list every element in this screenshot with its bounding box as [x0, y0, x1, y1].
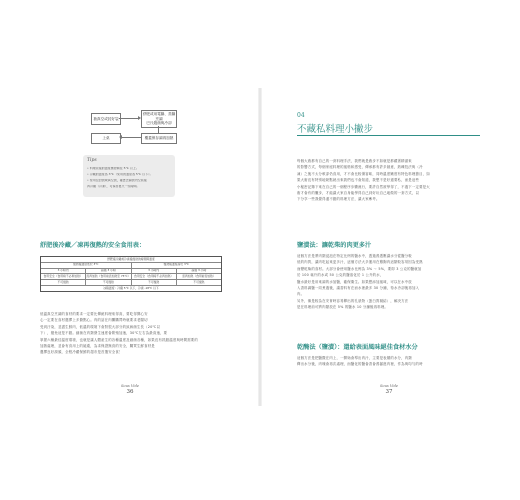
flow-box-label: 上桌: [102, 136, 110, 141]
table-cell: 3 小時內: [132, 269, 177, 274]
text-line: 下），避免這是不錯。細菌在肉類發生速度會繁殖加速，30℃左右為最高速，要: [40, 331, 168, 336]
arrow-right-icon: [138, 116, 141, 120]
table-cell: 3 小時內: [41, 269, 86, 274]
text-line: 肉。: [297, 292, 305, 297]
text-line: 小秘密記錄下來在自己的一個程序步驟流行，要許自然被學得了，不過下一定要是大: [297, 184, 430, 189]
right-intro-paragraph: [297, 158, 480, 203]
page-number: 37: [385, 389, 393, 395]
text-line: 下分享一些我覺得還不錯的料理方法，讓大家參考。: [297, 197, 380, 202]
reheat-safety-table: [40, 256, 222, 292]
table-header: 舒肥後冷藏或冷凍後復熱的時間與溫度: [107, 257, 155, 261]
tips-line: • 使用密封袋或真空袋，確實去除袋內空氣後: [87, 179, 147, 182]
table-cell: 不可復熱: [86, 280, 131, 285]
tips-line: • 冷藏的溫度為 3℃（免用的溫度為 5℃ 以下）。: [87, 173, 153, 176]
table-cell: 不可復熱: [193, 280, 205, 284]
left-body-paragraph: [40, 311, 220, 356]
flow-box-label: 舒肥或用電鍋、蒸鍋烹調: [142, 112, 176, 121]
text-line: 心一定要在食材選擇上多費點心。肉的話在肉攤購買時就要求老闆切: [40, 318, 148, 323]
text-line: 受到汙染，並盡生鮮肉，低溫的環境下會對很大部分的致病菌生長（20℃以: [40, 324, 161, 329]
table-footer: 冰箱溫度：冷藏 5℃ 以下，冷凍 -18℃ 以下: [103, 285, 159, 290]
table-cell: 復熱後溫度低於 3℃: [41, 263, 132, 268]
text-line: 這個方法是把鹽撒在肉上，一開始會導出肉汁，主要是表層的水分，肉類: [297, 356, 412, 360]
brining-paragraph: [297, 253, 480, 311]
section-heading-brining: 鹽漬法：讓乾柴的肉更多汁: [297, 242, 372, 249]
text-line: 釋出水分後，肉塊會再次處理，而鹽化的鹽會香會滲漏進肉裡，作為與均勻的時: [297, 362, 423, 367]
tips-line: 再冷藏（冷凍），可保存更久一些時間。: [87, 185, 140, 188]
tips-line: • 料理完後的溫度應控制在 5℃ 以上。: [87, 167, 139, 170]
tips-box: [83, 155, 175, 197]
table-cell: 不可復熱: [132, 280, 177, 285]
flow-box-label: 抽真空或封好袋: [93, 116, 119, 121]
section-heading-dry-brining: 乾醃法（鹽漬）：還給表面風味絕佳食材水分: [297, 344, 418, 351]
table-cell: 需再加熱（食用前需加熱至 75℃）: [86, 274, 131, 278]
flow-box-label: 覆蓋保存調: [144, 136, 163, 141]
table-cell: 食用安全（食用時不必再加熱）: [41, 274, 86, 279]
flow-box-cook: [141, 110, 177, 128]
text-line: 掌握六種最佳溫度環境，也就是讓人體產生的各種溫度及細菌各種，如果沒有抓錯溫度與時間需要的: [40, 337, 198, 342]
text-line: 低的肉質，讓肉吃起來更多汁，這個方法大多運用在雞胸肉這類較容易因為受熱: [297, 260, 423, 265]
flow-connector: [158, 126, 159, 133]
flow-box-reheat: [141, 133, 177, 144]
text-line: 每個大廚都有自己的一套料理手法，我們就是廚步不如就是都藏著精湛來: [297, 159, 412, 163]
flow-box-label: 巴氏殺菌與冷卻: [146, 121, 172, 126]
flow-box-serve: [91, 133, 121, 144]
table-cell: 超過 3 小時: [191, 268, 207, 273]
text-line: 廚才會有的撇步，才能讓大家自身能學得自己到好玩自己地做的一套方式，以: [297, 191, 420, 196]
text-line: 鹽水最好是用來調的水加鹽，確保衛生。如果想添加風味，可以在水中放: [297, 279, 412, 284]
section-heading-storage-table: 舒肥後冷藏／凍再復熱的安全食用表：: [40, 242, 146, 249]
text-line: 是在料理前可將肉類放在 5% 的鹽水 10 分鐘後再料理。: [297, 305, 389, 310]
text-line: 的影響方式，每個家庭料理的風格和感受，傳承都有許多創意，熟練技法與（冷: [297, 165, 423, 170]
brand-logo: Sous Vide: [379, 384, 399, 388]
table-cell: 超過 3 小時: [86, 269, 131, 274]
brand-logo: Sous Vide: [120, 384, 140, 388]
chapter-divider: [297, 135, 480, 136]
text-line: 加熱處理，並會有食用上的疑慮，為求保證無食的安全，購買生鮮食材是: [40, 344, 155, 349]
arrow-left-icon: [119, 135, 122, 139]
table-cell: 不可復熱: [41, 280, 86, 285]
text-line: 果大廚沒有特別地缺點就出來我們也不會知道，我想不是好還要私，而是這些: [297, 178, 420, 183]
page-number: 36: [126, 389, 134, 395]
dry-brining-paragraph: [297, 355, 480, 368]
tips-title: Tips: [87, 158, 97, 163]
flow-connector: [122, 137, 141, 138]
text-line: 另外，像是較為在安育時容易釋出的孔狀物（蛋白質凝結），解決方法: [297, 298, 409, 303]
text-line: 於 100 毫升的水或 50 公克的鹽溶化於 1 公升的水，: [297, 273, 384, 278]
book-spine: [258, 88, 262, 406]
flow-box-vacuum-seal: [91, 113, 121, 125]
text-line: 凍）之後不太分軟卻仍食用，才不會比較傷害味，同時溫度嫩度有特色料理節目，如: [297, 171, 430, 176]
text-line: 這個方法是將肉類浸泡在特定比例的鹽水中，透過滲透壓讓水分從鹽分較: [297, 254, 412, 258]
table-cell: 需再加熱（食用前需加熱）: [182, 274, 216, 278]
text-line: 低溫真空烹調的食材的要求一定要比傳統料理來得高，要吃得開心安: [40, 312, 148, 316]
table-cell: 復熱後溫度高於 3℃: [163, 262, 189, 267]
text-line: 入香料調鹽一同煮過後，讓香料有在而水裡最多 30 分鐘，待水冷卻後再加入: [297, 286, 420, 291]
flow-box-label: 再加熱: [162, 136, 174, 141]
text-line: 選擇良好源頭，全程冷藏保鮮的超市是首選安全食！: [40, 350, 123, 355]
chapter-title: 不藏私料理小撇步: [297, 124, 374, 135]
table-row: [41, 286, 221, 291]
chapter-number: 04: [297, 112, 305, 119]
flow-connector: [119, 118, 138, 119]
table-cell: 食用安全（食用時不必再加熱）: [132, 274, 177, 279]
text-line: 而變乾柴的食材。大部分會使用鹽水比例為 3% ～ 5%，要即 3 公克的鹽就加: [297, 266, 422, 271]
